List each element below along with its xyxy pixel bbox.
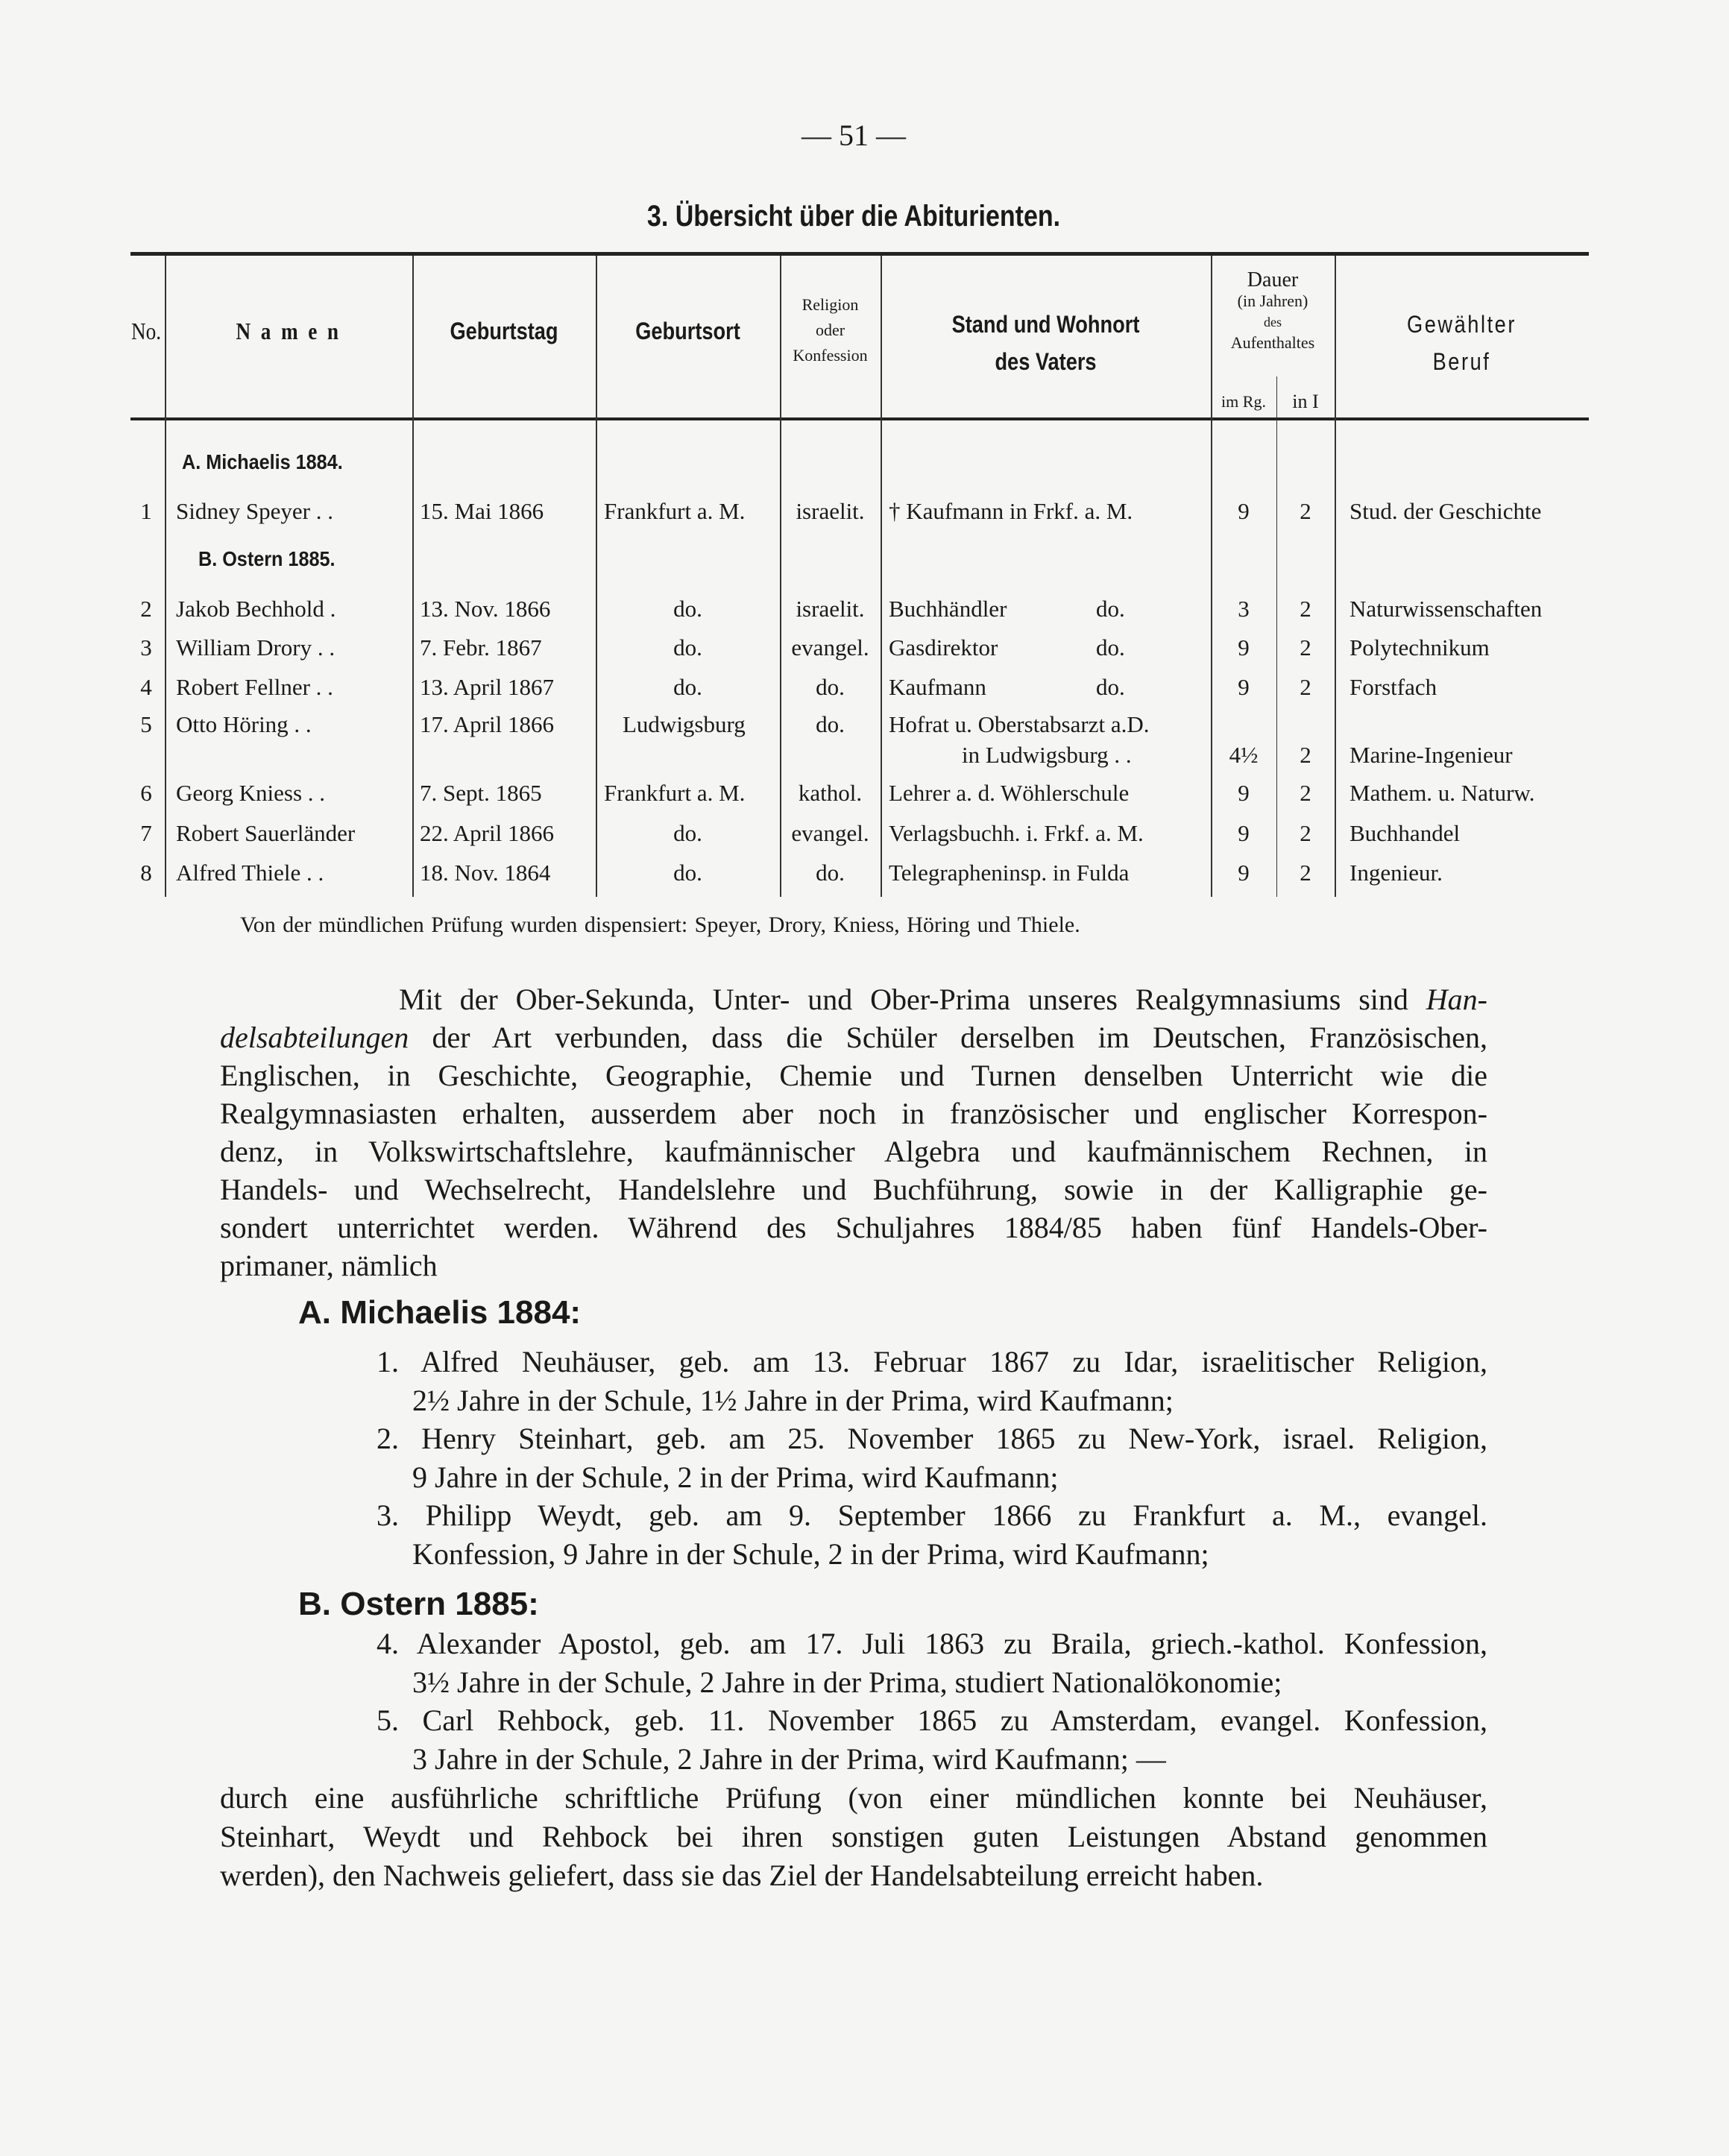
list-item: 5. Carl Rehbock, geb. 11. November 1865 zu Amsterdam, evangel. Konfession, xyxy=(377,1703,1487,1737)
closing-line: Steinhart, Weydt und Rehbock bei ihren sonstigen guten Leistungen Abstand genommen xyxy=(220,1820,1487,1853)
row-birthday: 15. Mai 1866 xyxy=(420,498,544,524)
italic-term: delsabteilungen xyxy=(220,1021,409,1054)
closing-line: werden), den Nachweis geliefert, dass sie das Ziel der Handelsabteilung erreicht haben. xyxy=(220,1859,1264,1892)
list-item: 3. Philipp Weydt, geb. am 9. September 1866 zu Frankfurt a. M., evangel. xyxy=(377,1498,1487,1532)
header-profession-line: Gewählter xyxy=(1407,311,1517,338)
row-number: 4 xyxy=(140,674,152,700)
row-profession: Ingenieur. xyxy=(1349,860,1443,886)
row-number: 3 xyxy=(140,634,152,661)
row-religion: evangel. xyxy=(791,634,869,661)
row-birthplace: do. xyxy=(673,634,702,661)
row-father: Gasdirektor xyxy=(889,634,998,661)
header-duration-line: Aufenthaltes xyxy=(1230,333,1315,352)
row-birthplace: do. xyxy=(673,820,702,846)
row-name: Robert Fellner . . xyxy=(176,674,333,700)
header-religion-line: Religion xyxy=(801,295,859,314)
row-birthday: 13. Nov. 1866 xyxy=(420,596,551,622)
row-birthday: 22. April 1866 xyxy=(420,820,554,846)
header-religion-line: oder xyxy=(815,321,845,339)
row-name: Alfred Thiele . . xyxy=(176,860,324,886)
text-segment: primaner, nämlich xyxy=(220,1249,438,1282)
list-item-continuation: Konfession, 9 Jahre in der Schule, 2 in der Prima, wird Kaufmann; xyxy=(412,1536,1209,1571)
header-religion-line: Konfession xyxy=(793,346,868,365)
row-name: Robert Sauerländer xyxy=(176,820,356,846)
row-name: Jakob Bechhold . xyxy=(176,596,336,622)
row-number: 2 xyxy=(140,596,152,622)
row-birthplace: do. xyxy=(673,860,702,886)
header-father xyxy=(905,306,1186,380)
row-birthday: 7. Sept. 1865 xyxy=(420,780,542,806)
row-years-prima: 2 xyxy=(1300,780,1311,806)
row-years-prima: 2 xyxy=(1300,596,1311,622)
paragraph-line xyxy=(220,1133,1487,1170)
row-father-place: do. xyxy=(1096,674,1125,700)
closing-line: durch eine ausführliche schriftliche Prüfung (von einer mündlichen konnte bei Neuhäuser, xyxy=(220,1781,1487,1815)
row-years-school: 9 xyxy=(1238,820,1250,846)
text-segment: Realgymnasiasten erhalten, ausserdem aber noch in französischer und englischer Korrespon- xyxy=(220,1097,1487,1130)
header-profession xyxy=(1354,306,1570,380)
list-a-heading: A. Michaelis 1884: xyxy=(298,1294,582,1331)
row-number: 6 xyxy=(140,780,152,806)
row-years-prima: 2 xyxy=(1300,742,1311,768)
row-birthplace: Ludwigsburg xyxy=(623,711,746,737)
row-birthday: 17. April 1866 xyxy=(420,711,554,737)
row-birthday: 7. Febr. 1867 xyxy=(420,634,542,661)
row-birthday: 13. April 1867 xyxy=(420,674,554,700)
italic-term: Han- xyxy=(1426,983,1487,1016)
row-profession: Forstfach xyxy=(1349,674,1437,700)
row-father: Kaufmann xyxy=(889,674,986,700)
paragraph-line xyxy=(220,1209,1487,1246)
row-years-prima: 2 xyxy=(1300,860,1311,886)
row-number: 7 xyxy=(140,820,152,846)
row-birthday: 18. Nov. 1864 xyxy=(420,860,551,886)
row-profession: Polytechnikum xyxy=(1349,634,1490,661)
header-no: No. xyxy=(130,318,162,344)
text-segment: denz, in Volkswirtschaftslehre, kaufmännischer Algebra und kaufmännischem Rechnen, in xyxy=(220,1135,1487,1168)
header-duration-in-i: in I xyxy=(1292,391,1319,412)
list-b-heading: B. Ostern 1885: xyxy=(298,1586,539,1622)
column-divider xyxy=(596,256,597,897)
row-years-prima: 2 xyxy=(1300,674,1311,700)
text-segment: sondert unterrichtet werden. Während des Schuljahres 1884/85 haben fünf Handels-Ober- xyxy=(220,1211,1487,1244)
row-profession: Marine-Ingenieur xyxy=(1349,742,1513,768)
row-religion: israelit. xyxy=(796,498,865,524)
list-item-continuation: 3½ Jahre in der Schule, 2 Jahre in der Prima, studiert Nationalökonomie; xyxy=(412,1665,1282,1699)
header-duration-line: Dauer xyxy=(1247,268,1299,291)
row-religion: do. xyxy=(816,860,845,886)
row-birthplace: do. xyxy=(673,674,702,700)
row-birthplace: Frankfurt a. M. xyxy=(604,498,746,524)
row-number: 1 xyxy=(140,498,152,524)
row-father-place: do. xyxy=(1096,596,1125,622)
row-profession: Stud. der Geschichte xyxy=(1349,498,1542,524)
row-birthplace: Frankfurt a. M. xyxy=(604,780,746,806)
row-number: 5 xyxy=(140,711,152,737)
row-father: Verlagsbuchh. i. Frkf. a. M. xyxy=(889,820,1144,846)
section-a-label: A. Michaelis 1884. xyxy=(182,450,343,473)
page-number: — 51 — xyxy=(801,119,906,152)
row-religion: do. xyxy=(816,674,845,700)
row-years-school: 9 xyxy=(1238,780,1250,806)
header-duration-rg: im Rg. xyxy=(1221,392,1266,411)
row-years-school: 9 xyxy=(1238,634,1250,661)
paragraph-line xyxy=(220,1019,1487,1056)
row-religion: kathol. xyxy=(798,780,863,806)
row-years-prima: 2 xyxy=(1300,634,1311,661)
row-father: † Kaufmann in Frkf. a. M. xyxy=(889,498,1133,524)
column-divider xyxy=(1335,256,1336,897)
row-years-prima: 2 xyxy=(1300,498,1311,524)
section-b-label: B. Ostern 1885. xyxy=(198,547,336,570)
header-profession-line: Beruf xyxy=(1432,348,1491,375)
row-profession: Buchhandel xyxy=(1349,820,1461,846)
row-birthplace: do. xyxy=(673,596,702,622)
row-father: Lehrer a. d. Wöhlerschule xyxy=(889,780,1130,806)
column-divider xyxy=(881,256,882,897)
list-item-continuation: 9 Jahre in der Schule, 2 in der Prima, wird Kaufmann; xyxy=(412,1460,1059,1494)
row-name: Otto Höring . . xyxy=(176,711,312,737)
list-item: 1. Alfred Neuhäuser, geb. am 13. Februar 1867 zu Idar, israelitischer Religion, xyxy=(377,1345,1487,1378)
row-religion: israelit. xyxy=(796,596,865,622)
row-years-school: 9 xyxy=(1238,860,1250,886)
header-religion xyxy=(780,292,881,368)
header-duration-line: des xyxy=(1264,315,1282,330)
row-name: Georg Kniess . . xyxy=(176,780,326,806)
row-profession: Naturwissenschaften xyxy=(1349,596,1543,622)
column-divider xyxy=(412,256,414,897)
row-father-place: do. xyxy=(1096,634,1125,661)
table-top-rule xyxy=(130,252,1589,256)
header-duration-line: (in Jahren) xyxy=(1237,291,1308,310)
list-item-continuation: 2½ Jahre in der Schule, 1½ Jahre in der Prima, wird Kaufmann; xyxy=(412,1383,1174,1417)
paragraph-line xyxy=(399,981,1487,1018)
header-father-line: Stand und Wohnort xyxy=(951,311,1140,338)
row-father: Buchhändler xyxy=(889,596,1007,622)
text-segment: Handels- und Wechselrecht, Handelslehre und Buchführung, sowie in der Kalligraphie ge- xyxy=(220,1173,1487,1206)
row-years-school: 9 xyxy=(1238,498,1250,524)
list-item-continuation: 3 Jahre in der Schule, 2 Jahre in der Prima, wird Kaufmann; — xyxy=(412,1741,1166,1776)
row-religion: evangel. xyxy=(791,820,869,846)
paragraph-line xyxy=(220,1057,1487,1094)
row-years-prima: 2 xyxy=(1300,820,1311,846)
header-name: N a m e n xyxy=(236,318,341,344)
text-segment: der Art verbunden, dass die Schüler derselben im Deutschen, Französischen, xyxy=(409,1021,1487,1054)
section-title: 3. Übersicht über die Abiturienten. xyxy=(646,200,1061,233)
row-religion: do. xyxy=(816,711,845,737)
row-number: 8 xyxy=(140,860,152,886)
header-father-line: des Vaters xyxy=(995,348,1097,375)
header-duration xyxy=(1211,270,1335,353)
text-segment: Mit der Ober-Sekunda, Unter- und Ober-Prima unseres Realgymnasiums sind xyxy=(399,983,1426,1016)
row-name: Sidney Speyer . . xyxy=(176,498,333,524)
text-segment: Englischen, in Geschichte, Geographie, Chemie und Turnen denselben Unterricht wie die xyxy=(220,1059,1487,1092)
row-years-school: 9 xyxy=(1238,674,1250,700)
list-item: 4. Alexander Apostol, geb. am 17. Juli 1863 zu Braila, griech.-kathol. Konfession, xyxy=(377,1627,1487,1660)
row-profession: Mathem. u. Naturw. xyxy=(1349,780,1535,806)
header-birthday: Geburtstag xyxy=(450,318,558,344)
list-item: 2. Henry Steinhart, geb. am 25. November 1865 zu New-York, israel. Religion, xyxy=(377,1422,1487,1455)
header-birthplace: Geburtsort xyxy=(635,318,740,344)
paragraph-line xyxy=(220,1171,1487,1208)
footnote: Von der mündlichen Prüfung wurden dispensiert: Speyer, Drory, Kniess, Höring und Thiele. xyxy=(240,912,1080,937)
paragraph-line xyxy=(220,1095,1487,1132)
paragraph-line xyxy=(220,1247,1487,1285)
row-father-line2: in Ludwigsburg . . xyxy=(962,742,1132,768)
row-name: William Drory . . xyxy=(176,634,336,661)
row-father: Hofrat u. Oberstabsarzt a.D. xyxy=(889,711,1150,737)
table-header-rule xyxy=(130,417,1589,420)
row-years-school: 3 xyxy=(1238,596,1250,622)
row-years-school: 4½ xyxy=(1229,742,1259,768)
row-father: Telegrapheninsp. in Fulda xyxy=(889,860,1130,886)
